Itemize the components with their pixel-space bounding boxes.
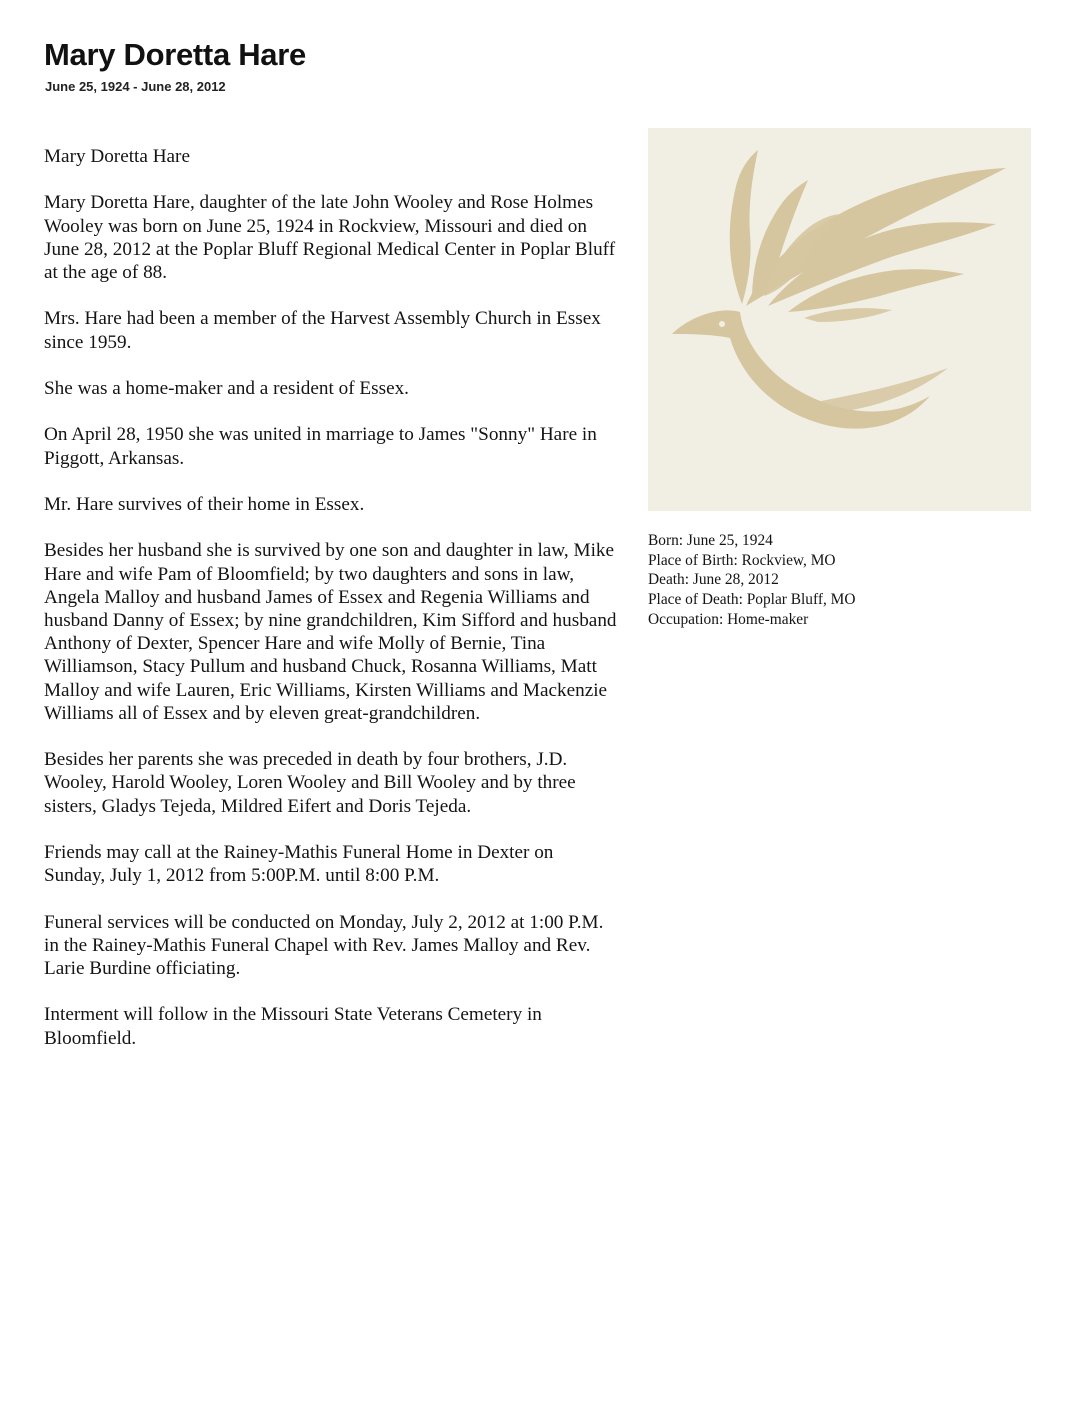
paragraph: On April 28, 1950 she was united in marriage to James "Sonny" Hare in Piggott, Arkansas. — [44, 424, 597, 469]
life-dates: June 25, 1924 - June 28, 2012 — [45, 79, 226, 94]
fact-born: Born: June 25, 1924 — [648, 532, 773, 549]
obituary-name: Mary Doretta Hare — [44, 37, 306, 72]
paragraph: Friends may call at the Rainey-Mathis Funeral Home in Dexter on Sunday, July 1, 2012 from 5:00P.M. until 8:00 P.M. — [44, 841, 554, 887]
fact-death: Death: June 28, 2012 — [648, 571, 779, 589]
vital-facts — [648, 531, 855, 630]
paragraph: Besides her parents she was preceded in death by four brothers, J.D. Wooley, Harold Wooley, Loren Wooley and Bill Wooley and by three sisters, Gladys Tejeda, Mildred Eifert and Doris Tejeda. — [44, 749, 576, 817]
paragraph: Besides her husband she is survived by one son and daughter in law, Mike Hare and wife Pam of Bloomfield; by two daughters and sons in law, Angela Malloy and husband James of Essex and Regenia Williams and husband Danny of Essex; by nine grandchildren, Kim Sifford and husband Anthony of Dexter, Spencer Hare and wife Molly of Bernie, Tina Williamson, Stacy Pullum and husband Chuck, Rosanna Williams, Matt Malloy and wife Lauren, Eric Williams, Kirsten Williams and Mackenzie Williams all of Essex and by eleven great-grandchildren. — [44, 540, 617, 724]
paragraph: She was a home-maker and a resident of Essex. — [44, 377, 409, 399]
memorial-image — [648, 128, 1031, 511]
paragraph: Mary Doretta Hare, daughter of the late John Wooley and Rose Holmes Wooley was born on June 25, 1924 in Rockview, Missouri and died on June 28, 2012 at the Poplar Bluff Regional Medical Center in Poplar Bluff at the age of 88. — [44, 192, 616, 283]
paragraph: Mr. Hare survives of their home in Essex. — [44, 493, 365, 515]
fact-place-of-birth: Place of Birth: Rockview, MO — [648, 551, 836, 569]
fact-place-of-death: Place of Death: Poplar Bluff, MO — [648, 591, 856, 609]
paragraph: Mrs. Hare had been a member of the Harvest Assembly Church in Essex since 1959. — [44, 308, 601, 353]
paragraph: Funeral services will be conducted on Monday, July 2, 2012 at 1:00 P.M. in the Rainey-Mathis Funeral Chapel with Rev. James Malloy and Rev. Larie Burdine officiating. — [44, 911, 604, 979]
obituary-text — [44, 145, 619, 1073]
dove-icon — [648, 128, 1031, 511]
paragraph: Interment will follow in the Missouri State Veterans Cemetery in Bloomfield. — [44, 1004, 542, 1049]
fact-occupation: Occupation: Home-maker — [648, 610, 809, 628]
paragraph: Mary Doretta Hare — [44, 146, 190, 167]
